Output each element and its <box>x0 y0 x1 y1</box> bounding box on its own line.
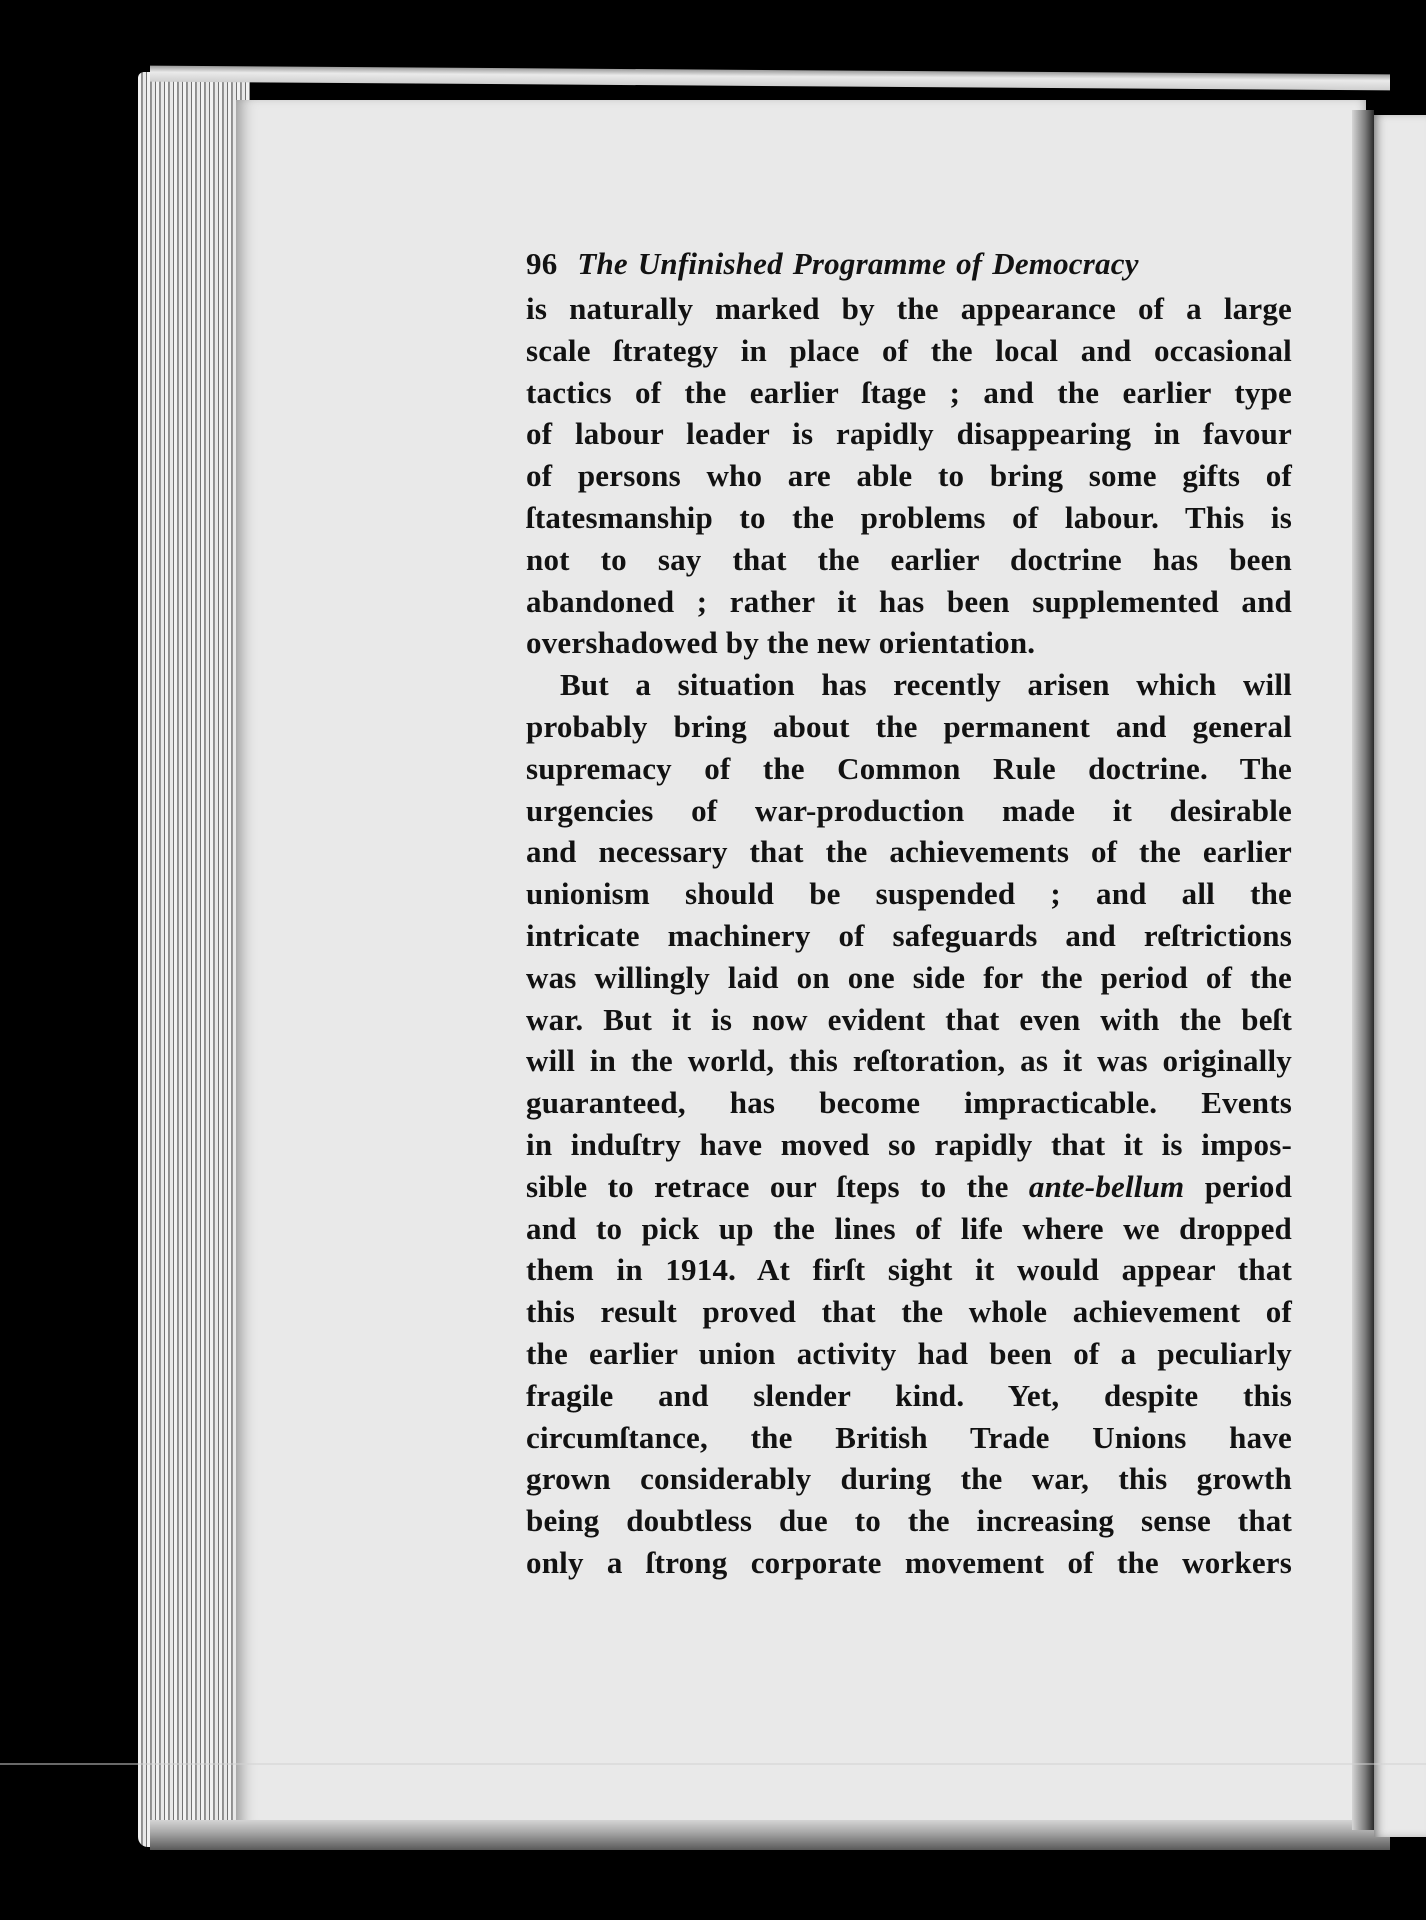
text-line: unionism should be suspended ; and all the <box>526 876 1292 912</box>
text-line: is naturally marked by the appearance of a large <box>526 291 1292 326</box>
text-line: ſtatesmanship to the problems of labour. This is <box>526 499 1292 535</box>
text-line: intricate machinery of safeguards and reſtrictions <box>526 917 1292 953</box>
text-line: probably bring about the permanent and general <box>526 708 1292 744</box>
text-line: of persons who are able to bring some gifts of <box>526 458 1292 494</box>
text-line: of labour leader is rapidly disappearing in favour <box>526 416 1292 452</box>
text-segment: period <box>1204 1168 1293 1204</box>
page-number: 96 <box>526 246 558 281</box>
book-bottom-edge <box>150 1820 1390 1850</box>
gutter-shadow <box>1352 110 1374 1830</box>
book-top-edge <box>150 66 1390 91</box>
text-line: and necessary that the achievements of the earlier <box>526 834 1292 870</box>
text-line: will in the world, this reſtoration, as it was originally <box>526 1043 1292 1079</box>
text-segment: sible to retrace our ſteps to the <box>526 1168 1009 1204</box>
facing-page-edge <box>1374 115 1426 1837</box>
text-line: only a ſtrong corporate movement of the workers <box>526 1544 1292 1580</box>
text-line: being doubtless due to the increasing sense that <box>526 1503 1292 1539</box>
text-line: urgencies of war-production made it desirable <box>526 792 1292 828</box>
running-title: The Unfinished Programme of Democracy <box>577 246 1139 281</box>
text-line: in induſtry have moved so rapidly that it is impos- <box>526 1126 1292 1162</box>
paragraph-first-line: But a situation has recently arisen which will <box>560 667 1292 703</box>
text-line: them in 1914. At firſt sight it would appear that <box>526 1252 1292 1288</box>
text-line: was willingly laid on one side for the period of the <box>526 959 1292 995</box>
text-line: supremacy of the Common Rule doctrine. The <box>526 750 1292 786</box>
text-line: circumſtance, the British Trade Unions have <box>526 1419 1292 1455</box>
running-head <box>526 240 1292 288</box>
text-line: abandoned ; rather it has been supplemented and <box>526 583 1292 619</box>
text-line: not to say that the earlier doctrine has been <box>526 541 1292 577</box>
text-line: overshadowed by the new orientation. <box>526 625 1036 661</box>
text-line-with-italic <box>526 1166 1292 1208</box>
italic-term: ante-bellum <box>1028 1168 1185 1204</box>
text-line: the earlier union activity had been of a peculiarly <box>526 1335 1292 1371</box>
text-line: guaranteed, has become impracticable. Events <box>526 1085 1292 1121</box>
text-line: war. But it is now evident that even with the beſt <box>526 1001 1292 1037</box>
page-text-block <box>526 240 1292 1584</box>
text-line: and to pick up the lines of life where we dropped <box>526 1210 1292 1246</box>
book-page-edges <box>138 72 250 1847</box>
text-line: tactics of the earlier ſtage ; and the earlier type <box>526 374 1292 410</box>
text-line: scale ſtrategy in place of the local and occasional <box>526 332 1292 368</box>
text-line: fragile and slender kind. Yet, despite this <box>526 1377 1292 1413</box>
text-line: grown considerably during the war, this growth <box>526 1461 1292 1497</box>
text-line: this result proved that the whole achievement of <box>526 1294 1292 1330</box>
scan-artifact-line <box>0 1763 1426 1765</box>
